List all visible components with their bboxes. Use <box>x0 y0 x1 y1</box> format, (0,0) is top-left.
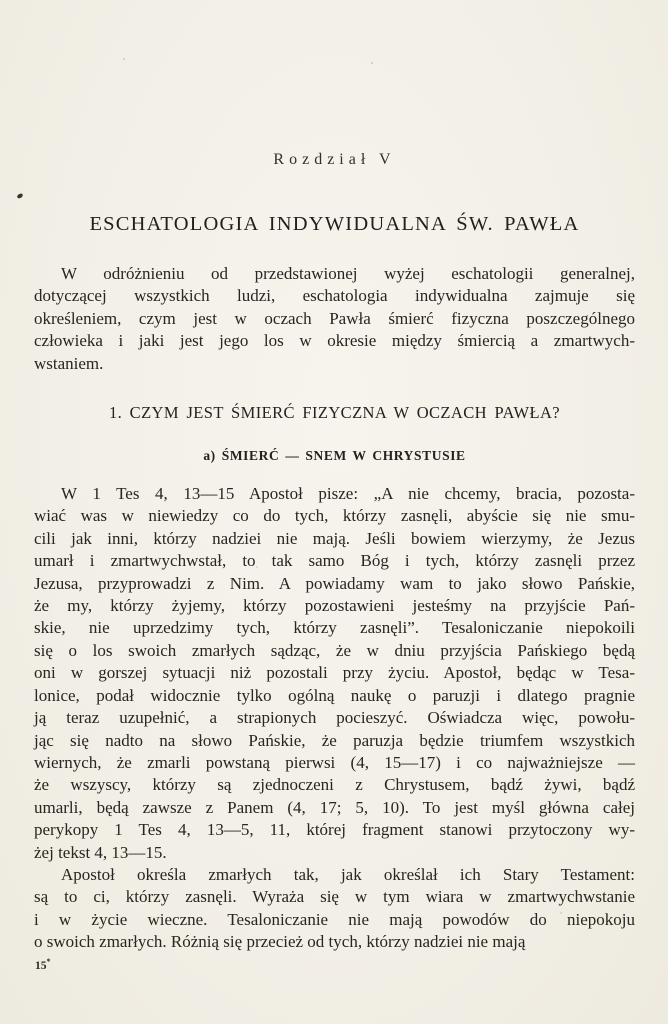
section-heading: 1. CZYM JEST ŚMIERĆ FIZYCZNA W OCZACH PAWŁA? <box>108 403 561 423</box>
text-line: dotyczącej wszystkich ludzi, eschatologia indywidualna zajmuje się <box>34 286 635 306</box>
text-line: oni w gorszej sytuacji niż pozostali przy życiu. Apostoł, będąc w Tesa- <box>34 663 635 683</box>
text-line: żej tekst 4, 13—15. <box>34 842 167 862</box>
text-line: że wszyscy, którzy są zjednoczeni z Chrystusem, bądź żywi, bądź <box>34 775 635 795</box>
text-line: perykopy 1 Tes 4, 13—5, 11, której fragment stanowi przytoczony wy- <box>34 820 635 840</box>
text-line: umarli, będą zawsze z Panem (4, 17; 5, 10). To jest myśl główna całej <box>34 797 635 817</box>
scan-speck <box>16 193 23 199</box>
text-line: wiać was w niewiedzy co do tych, którzy zasnęli, abyście się nie smu- <box>34 506 635 526</box>
text-column <box>34 0 635 954</box>
text-line: określeniem, czym jest w oczach Pawła śmierć fizyczna poszczególnego <box>34 308 635 328</box>
text-line: Jezusa, przyprowadzi z Nim. A powiadamy wam to jako słowo Pańskie, <box>34 573 635 593</box>
text-line: są to ci, którzy zasnęli. Wyraża się w tym wiara w zmartwychwstanie <box>34 887 635 907</box>
paragraph-intro <box>34 263 635 375</box>
text-line: skie, nie uprzedzimy tych, którzy zasnęli”. Tesaloniczanie niepokoili <box>34 618 635 638</box>
paragraph-main <box>34 483 635 864</box>
text-line: jąc się nadto na słowo Pańskie, że paruzja będzie triumfem wszystkich <box>34 730 635 750</box>
text-line: umarł i zmartwychwstał, to tak samo Bóg i tych, którzy zasnęli przez <box>34 551 635 571</box>
page-title: ESCHATOLOGIA INDYWIDUALNA ŚW. PAWŁA <box>89 213 580 235</box>
signature-star: * <box>46 957 51 966</box>
text-line: wstaniem. <box>34 353 104 373</box>
text-line: lonice, podał widocznie tylko ogólną naukę o paruzji i dlatego pragnie <box>34 685 635 705</box>
signature-number: 15 <box>35 959 47 972</box>
page-signature-mark <box>35 957 51 972</box>
text-line: wiernych, że zmarli powstaną pierwsi (4, 15—17) i co najważniejsze — <box>34 752 635 772</box>
chapter-label: Rozdział V <box>273 151 396 168</box>
text-line: ją teraz uzupełnić, a strapionych pocieszyć. Oświadcza więc, powołu- <box>34 708 635 728</box>
text-line: cili jak inni, którzy nadziei nie mają. Jeśli bowiem wierzymy, że Jezus <box>34 528 635 548</box>
text-line: W odróżnieniu od przedstawionej wyżej eschatologii generalnej, <box>61 264 635 283</box>
text-line: W 1 Tes 4, 13—15 Apostoł pisze: „A nie chcemy, bracia, pozosta- <box>61 484 635 504</box>
text-line: się o los swoich zmarłych sądząc, że w dniu przyjścia Pańskiego będą <box>34 640 635 660</box>
text-line: człowieka i jaki jest jego los w okresie między śmiercią a zmartwych- <box>34 331 635 351</box>
text-line: o swoich zmarłych. Różnią się przecież od tych, którzy nadziei nie mają <box>34 932 526 952</box>
text-line: że my, którzy żyjemy, którzy pozostawieni jesteśmy na przyjście Pań- <box>34 596 635 616</box>
paragraph-closing <box>34 864 635 954</box>
subsection-heading: a) ŚMIERĆ — SNEM W CHRYSTUSIE <box>203 448 466 464</box>
text-line: i w życie wieczne. Tesaloniczanie nie mają powodów do niepokoju <box>34 909 635 929</box>
text-line: Apostoł określa zmarłych tak, jak określał ich Stary Testament: <box>61 864 635 884</box>
